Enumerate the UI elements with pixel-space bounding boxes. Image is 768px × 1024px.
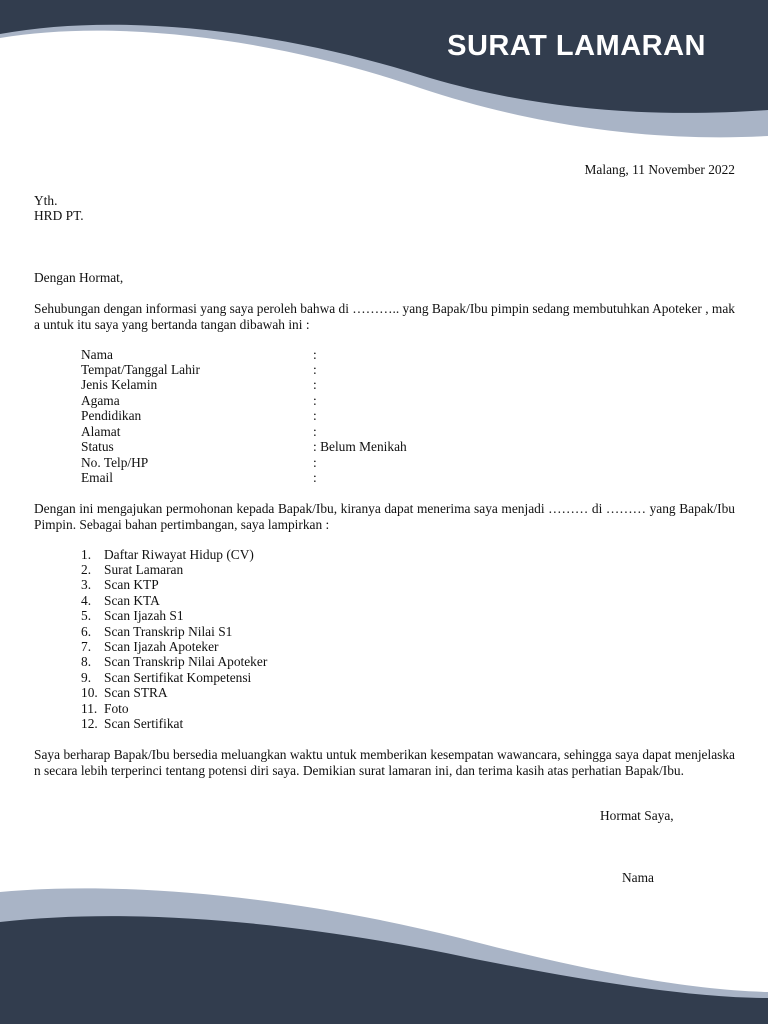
field-label: Jenis Kelamin bbox=[81, 377, 158, 392]
list-number: 3. bbox=[81, 577, 92, 592]
recipient-company: HRD PT. bbox=[34, 208, 84, 223]
field-value: : bbox=[313, 408, 317, 423]
footer-wave-decoration bbox=[0, 880, 768, 1024]
signature-name: Nama bbox=[622, 870, 654, 885]
field-value: : bbox=[313, 362, 317, 377]
list-text: Scan Transkrip Nilai S1 bbox=[104, 624, 233, 639]
list-text: Scan Transkrip Nilai Apoteker bbox=[104, 654, 268, 669]
list-item bbox=[81, 716, 381, 732]
field-label: Tempat/Tanggal Lahir bbox=[81, 362, 200, 377]
list-number: 5. bbox=[81, 608, 92, 623]
field-label: Alamat bbox=[81, 424, 121, 439]
field-row bbox=[81, 408, 481, 424]
field-label: Nama bbox=[81, 347, 113, 362]
list-number: 10. bbox=[81, 685, 98, 700]
list-text: Scan Sertifikat bbox=[104, 716, 184, 731]
recipient-salutation: Yth. bbox=[34, 193, 58, 208]
list-item bbox=[81, 654, 381, 670]
list-text: Surat Lamaran bbox=[104, 562, 184, 577]
list-item bbox=[81, 685, 381, 701]
field-row bbox=[81, 347, 481, 363]
date-line: Malang, 11 November 2022 bbox=[584, 162, 735, 177]
list-item bbox=[81, 670, 381, 686]
list-item bbox=[81, 701, 381, 717]
list-text: Scan Sertifikat Kompetensi bbox=[104, 670, 252, 685]
field-value: : bbox=[313, 470, 317, 485]
list-number: 11. bbox=[81, 701, 98, 716]
list-text: Scan STRA bbox=[104, 685, 168, 700]
field-row bbox=[81, 470, 481, 486]
list-text: Scan KTP bbox=[104, 577, 159, 592]
list-number: 7. bbox=[81, 639, 92, 654]
list-text: Daftar Riwayat Hidup (CV) bbox=[104, 547, 254, 562]
list-item bbox=[81, 547, 381, 563]
list-text: Scan Ijazah Apoteker bbox=[104, 639, 219, 654]
field-row bbox=[81, 424, 481, 440]
list-number: 12. bbox=[81, 716, 98, 731]
field-label: Pendidikan bbox=[81, 408, 142, 423]
list-number: 1. bbox=[81, 547, 92, 562]
field-label: Status bbox=[81, 439, 114, 454]
field-value: : bbox=[313, 377, 317, 392]
list-number: 6. bbox=[81, 624, 92, 639]
list-number: 2. bbox=[81, 562, 92, 577]
field-row bbox=[81, 393, 481, 409]
field-row bbox=[81, 439, 481, 455]
greeting: Dengan Hormat, bbox=[34, 270, 124, 285]
closing-paragraph: Saya berharap Bapak/Ibu bersedia meluangkan waktu untuk memberikan kesempatan wawancara, sehingga saya dapat menjelaskan secara lebih terperinci tentang potensi diri saya. Demikian surat lamaran ini, dan terima kasih atas perhatian Bapak/Ibu. bbox=[34, 747, 735, 778]
list-number: 4. bbox=[81, 593, 92, 608]
field-row bbox=[81, 362, 481, 378]
list-text: Scan Ijazah S1 bbox=[104, 608, 184, 623]
field-row bbox=[81, 455, 481, 471]
list-item bbox=[81, 593, 381, 609]
field-value: : bbox=[313, 455, 317, 470]
field-value: : Belum Menikah bbox=[313, 439, 407, 454]
field-value: : bbox=[313, 424, 317, 439]
list-number: 9. bbox=[81, 670, 92, 685]
list-item bbox=[81, 639, 381, 655]
field-row bbox=[81, 377, 481, 393]
field-label: Email bbox=[81, 470, 113, 485]
list-item bbox=[81, 624, 381, 640]
field-label: No. Telp/HP bbox=[81, 455, 149, 470]
request-paragraph: Dengan ini mengajukan permohonan kepada Bapak/Ibu, kiranya dapat menerima saya menjadi ……… di ……… yang Bapak/Ibu Pimpin. Sebagai bahan pertimbangan, saya lampirkan : bbox=[34, 501, 735, 532]
field-value: : bbox=[313, 393, 317, 408]
document-title: SURAT LAMARAN bbox=[447, 30, 706, 62]
list-text: Foto bbox=[104, 701, 129, 716]
list-item bbox=[81, 562, 381, 578]
field-label: Agama bbox=[81, 393, 120, 408]
intro-paragraph: Sehubungan dengan informasi yang saya peroleh bahwa di ……….. yang Bapak/Ibu pimpin sedang membutuhkan Apoteker , maka untuk itu saya yang bertanda tangan dibawah ini : bbox=[34, 301, 735, 332]
header-wave-decoration bbox=[0, 0, 768, 150]
signature-closing: Hormat Saya, bbox=[600, 808, 674, 823]
list-number: 8. bbox=[81, 654, 92, 669]
list-item bbox=[81, 577, 381, 593]
field-value: : bbox=[313, 347, 317, 362]
list-text: Scan KTA bbox=[104, 593, 160, 608]
list-item bbox=[81, 608, 381, 624]
